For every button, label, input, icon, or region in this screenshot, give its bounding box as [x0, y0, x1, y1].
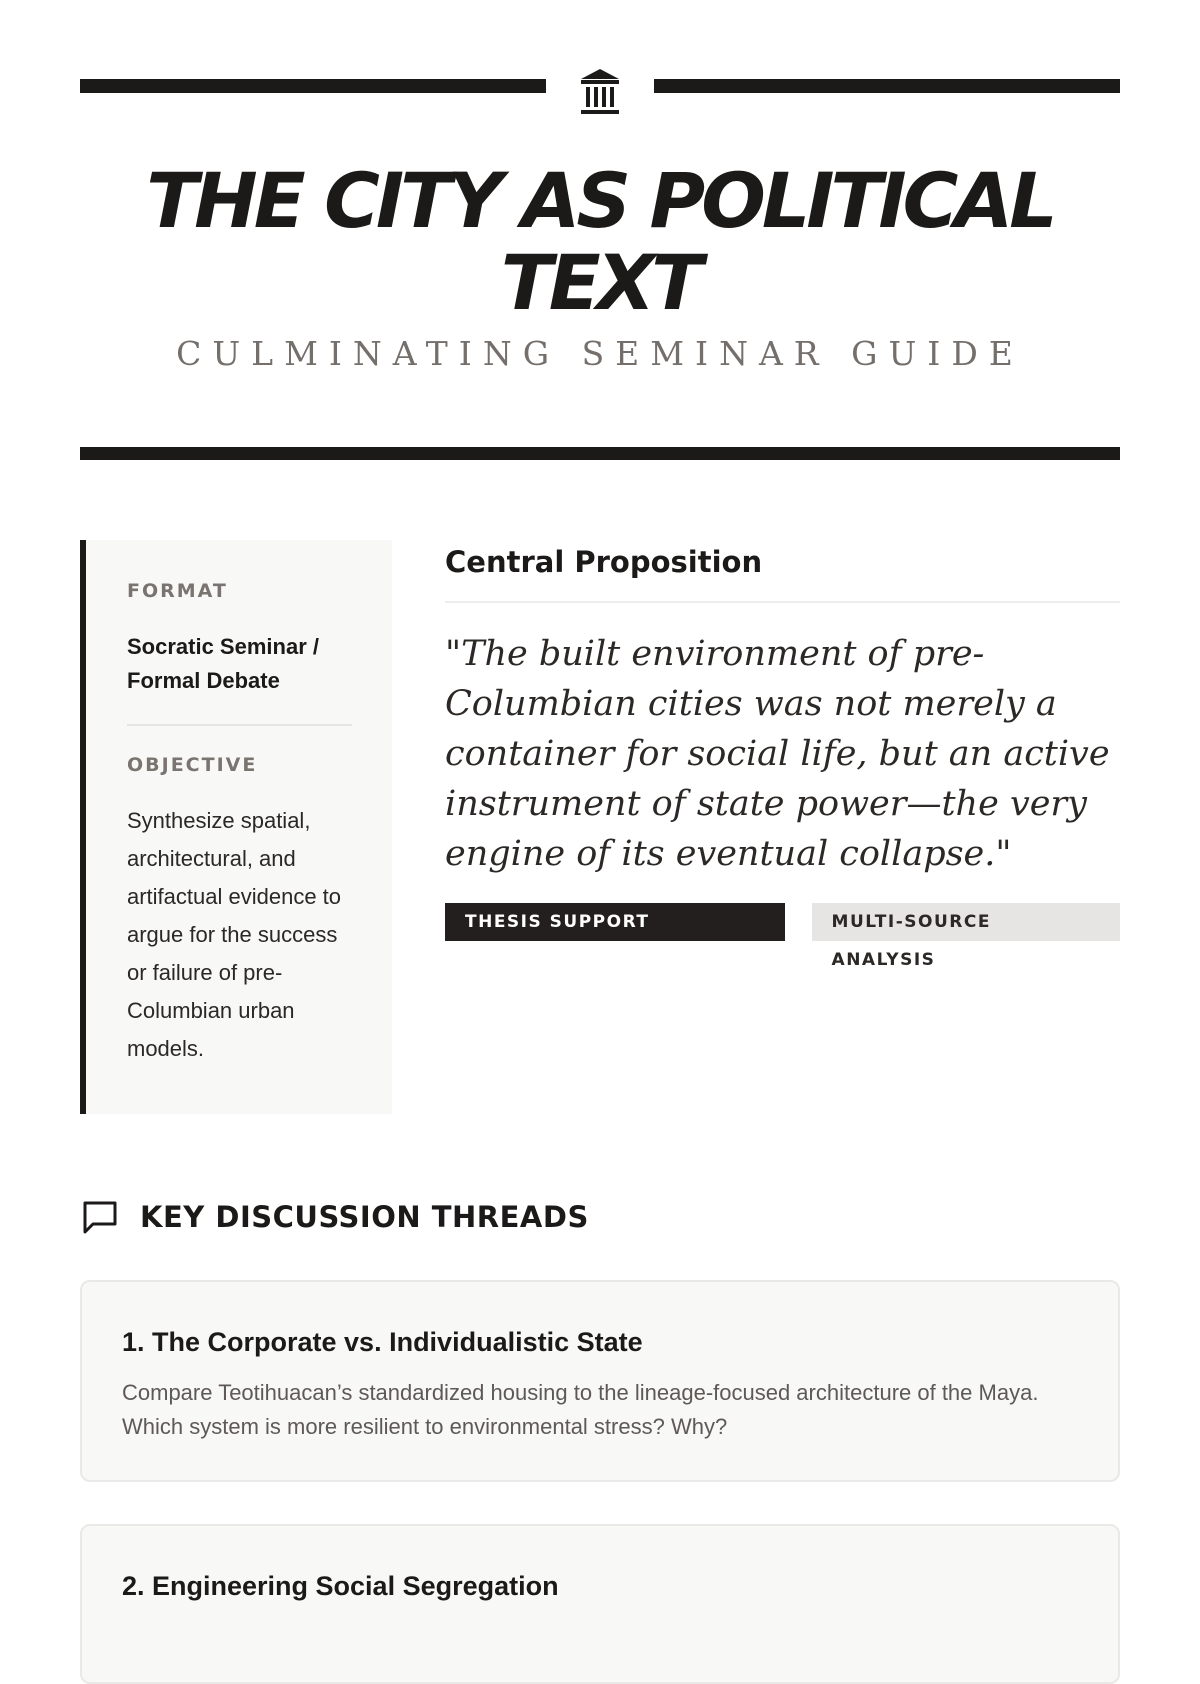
- header-rule-top: [80, 79, 1120, 93]
- sidebar-divider: [127, 724, 352, 726]
- format-value: Socratic Seminar / Formal Debate: [127, 634, 319, 693]
- discussion-threads-heading: [80, 1197, 589, 1237]
- thread-card: [80, 1524, 1120, 1684]
- thread-text: Compare Teotihuacan’s standardized housing to the lineage-focused architecture of the Maya. Which system is more resilient to environmental stress? Why?: [122, 1380, 1039, 1439]
- objective-text: Synthesize spatial, architectural, and artifactual evidence to argue for the success or failure of pre-Columbian urban models.: [127, 808, 342, 1061]
- thread-card: [80, 1280, 1120, 1482]
- tag-thesis-support: THESIS SUPPORT REQUIRED: [445, 903, 785, 941]
- info-sidebar: [80, 540, 392, 1114]
- section-title: KEY DISCUSSION THREADS: [140, 1200, 589, 1234]
- header-rule-left: [80, 79, 546, 93]
- chat-bubble-icon: [80, 1197, 120, 1237]
- tag-list: [445, 903, 1120, 970]
- header-rule-bottom: [80, 447, 1120, 460]
- proposition-heading: Central Proposition: [445, 540, 1120, 603]
- proposition-quote: "The built environment of pre-Columbian cities was not merely a container for social life, but an active instrument of state power—the very engine of its eventual collapse.": [445, 634, 1110, 874]
- tag-multi-source: MULTI-SOURCE ANALYSIS: [812, 903, 1120, 941]
- thread-title: 2. Engineering Social Segregation: [122, 1571, 559, 1601]
- page-title: THE CITY AS POLITICAL TEXT: [146, 156, 1054, 327]
- thread-title: 1. The Corporate vs. Individualistic State: [122, 1327, 643, 1357]
- header-rule-right: [654, 79, 1120, 93]
- institution-icon: [577, 67, 623, 119]
- central-proposition: [445, 540, 1120, 970]
- format-label: FORMAT: [127, 580, 228, 602]
- objective-label: OBJECTIVE: [127, 754, 258, 776]
- page-subtitle: CULMINATING SEMINAR GUIDE: [176, 334, 1024, 373]
